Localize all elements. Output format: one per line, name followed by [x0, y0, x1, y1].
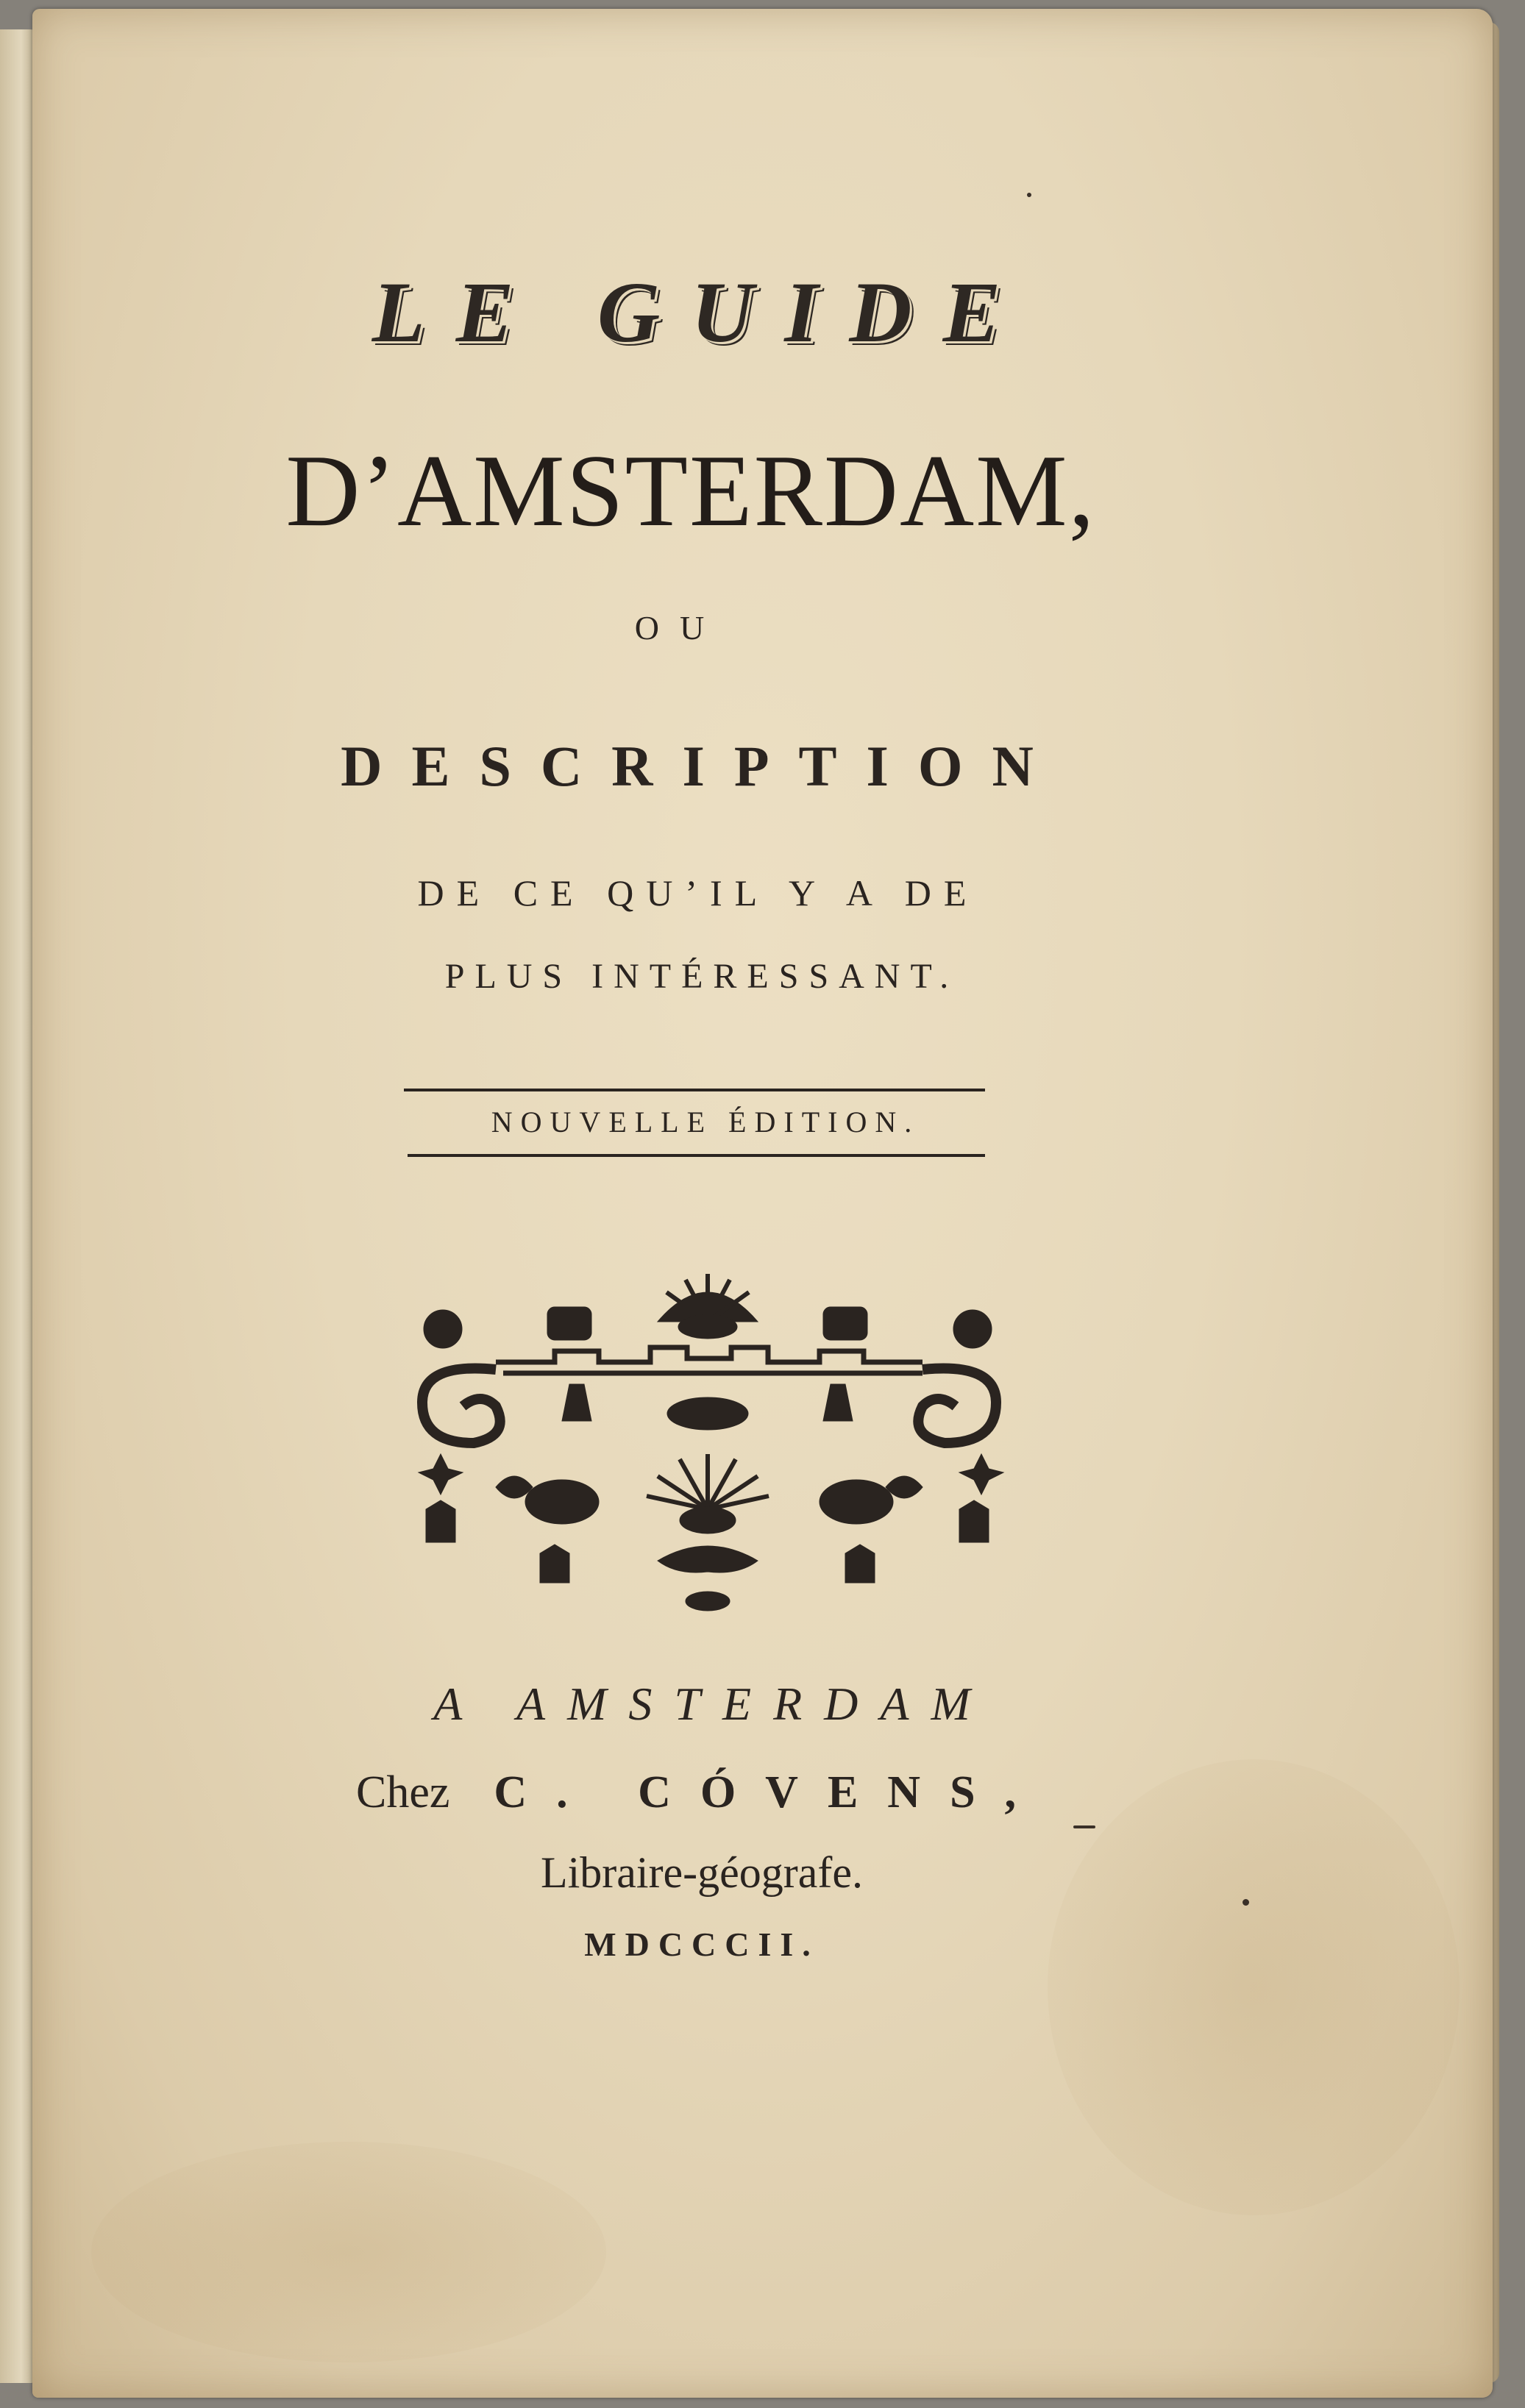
previous-leaf-edge	[0, 29, 35, 2383]
fret-band	[496, 1347, 923, 1373]
imprint-year: MDCCCII.	[584, 1926, 820, 1963]
center-cartouche	[667, 1397, 748, 1430]
rosette-right	[953, 1310, 992, 1348]
scroll-left	[422, 1368, 500, 1443]
title-line-3: DESCRIPTION	[341, 734, 1063, 798]
imprint-chez: Chez	[356, 1767, 450, 1817]
tassel	[823, 1384, 853, 1421]
paper-speck	[1027, 193, 1031, 197]
imprint-trade: Libraire-géografe.	[540, 1848, 864, 1897]
rule-above-edition	[404, 1089, 985, 1091]
printers-ornament	[408, 1267, 1007, 1612]
foxing-stain	[91, 2142, 606, 2362]
edition-statement: NOUVELLE ÉDITION.	[491, 1105, 920, 1139]
rule-below-edition	[408, 1154, 985, 1157]
mask-right	[823, 1307, 867, 1340]
imprint-publisher-line	[356, 1767, 1062, 1819]
imprint-publisher: C. CÓVENS,	[494, 1767, 1046, 1817]
title-conjunction: OU	[634, 609, 725, 646]
scroll-right	[918, 1368, 996, 1443]
imprint-place: A AMSTERDAM	[433, 1678, 992, 1730]
sunburst-ornament-bottom	[647, 1454, 769, 1509]
paper-speck	[1243, 1899, 1249, 1906]
water-stain	[1048, 1759, 1460, 2215]
mask-left	[547, 1307, 591, 1340]
pencil-mark	[1073, 1825, 1095, 1828]
rosette-left	[424, 1310, 462, 1348]
sunburst-ornament-top	[658, 1274, 758, 1339]
title-line-1: LE GUIDE	[372, 264, 1032, 360]
subtitle-line-1: DE CE QU’IL Y A DE	[417, 872, 979, 913]
title-page	[32, 9, 1493, 2398]
title-line-2: D’AMSTERDAM,	[285, 434, 1096, 548]
subtitle-line-2: PLUS INTÉRESSANT.	[444, 957, 959, 996]
tassel	[562, 1384, 591, 1421]
